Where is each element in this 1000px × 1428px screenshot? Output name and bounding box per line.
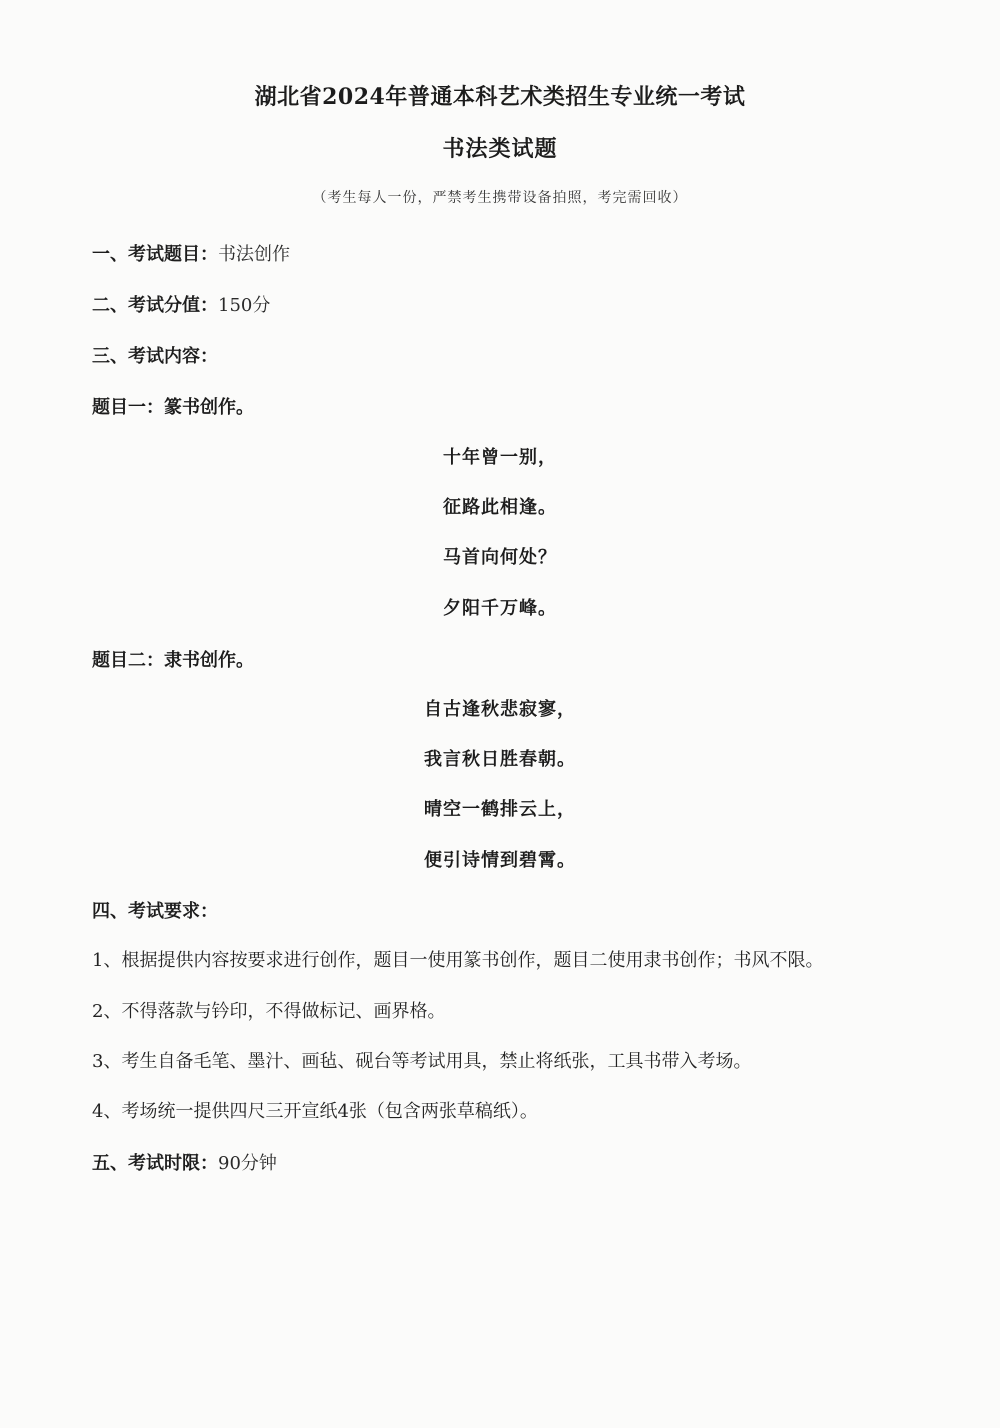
exam-notice: （考生每人一份，严禁考生携带设备拍照，考完需回收） bbox=[312, 190, 688, 206]
requirement-item: 2、不得落款与钤印，不得做标记、画界格。 bbox=[92, 1001, 446, 1022]
requirement-item: 3、考生自备毛笔、墨汁、画毡、砚台等考试用具，禁止将纸张，工具书带入考场。 bbox=[92, 1051, 752, 1072]
requirement-item: 4、考场统一提供四尺三开宣纸4张（包含两张草稿纸）。 bbox=[92, 1101, 538, 1122]
section-value: 150分 bbox=[218, 295, 271, 316]
question-one-label: 题目一：篆书创作。 bbox=[92, 397, 254, 418]
section-label: 三、考试内容： bbox=[92, 346, 218, 367]
section-exam-content bbox=[92, 342, 218, 368]
exam-subtitle: 书法类试题 bbox=[442, 136, 558, 162]
section-label: 二、考试分值： bbox=[92, 295, 218, 316]
poem-one-line: 征路此相逢。 bbox=[443, 497, 557, 518]
section-label: 五、考试时限： bbox=[92, 1153, 218, 1174]
section-exam-score bbox=[92, 291, 270, 317]
section-exam-topic bbox=[92, 240, 290, 266]
poem-one-line: 十年曾一别， bbox=[443, 447, 557, 468]
poem-two-line: 晴空一鹤排云上， bbox=[424, 799, 576, 820]
poem-two-line: 我言秋日胜春朝。 bbox=[424, 749, 576, 770]
question-two-label: 题目二：隶书创作。 bbox=[92, 650, 254, 671]
section-exam-requirements bbox=[92, 897, 218, 923]
poem-two-line: 便引诗情到碧霄。 bbox=[424, 850, 576, 871]
requirement-item: 1、根据提供内容按要求进行创作，题目一使用篆书创作，题目二使用隶书创作；书风不限。 bbox=[92, 950, 824, 971]
section-exam-time-limit bbox=[92, 1149, 277, 1175]
section-value: 90分钟 bbox=[218, 1153, 277, 1174]
poem-one-line: 夕阳千万峰。 bbox=[443, 598, 557, 619]
exam-title: 湖北省2024年普通本科艺术类招生专业统一考试 bbox=[254, 84, 746, 110]
section-value: 书法创作 bbox=[218, 244, 290, 265]
poem-one-line: 马首向何处？ bbox=[443, 547, 557, 568]
section-label: 四、考试要求： bbox=[92, 901, 218, 922]
poem-two-line: 自古逢秋悲寂寥， bbox=[424, 699, 576, 720]
section-label: 一、考试题目： bbox=[92, 244, 218, 265]
